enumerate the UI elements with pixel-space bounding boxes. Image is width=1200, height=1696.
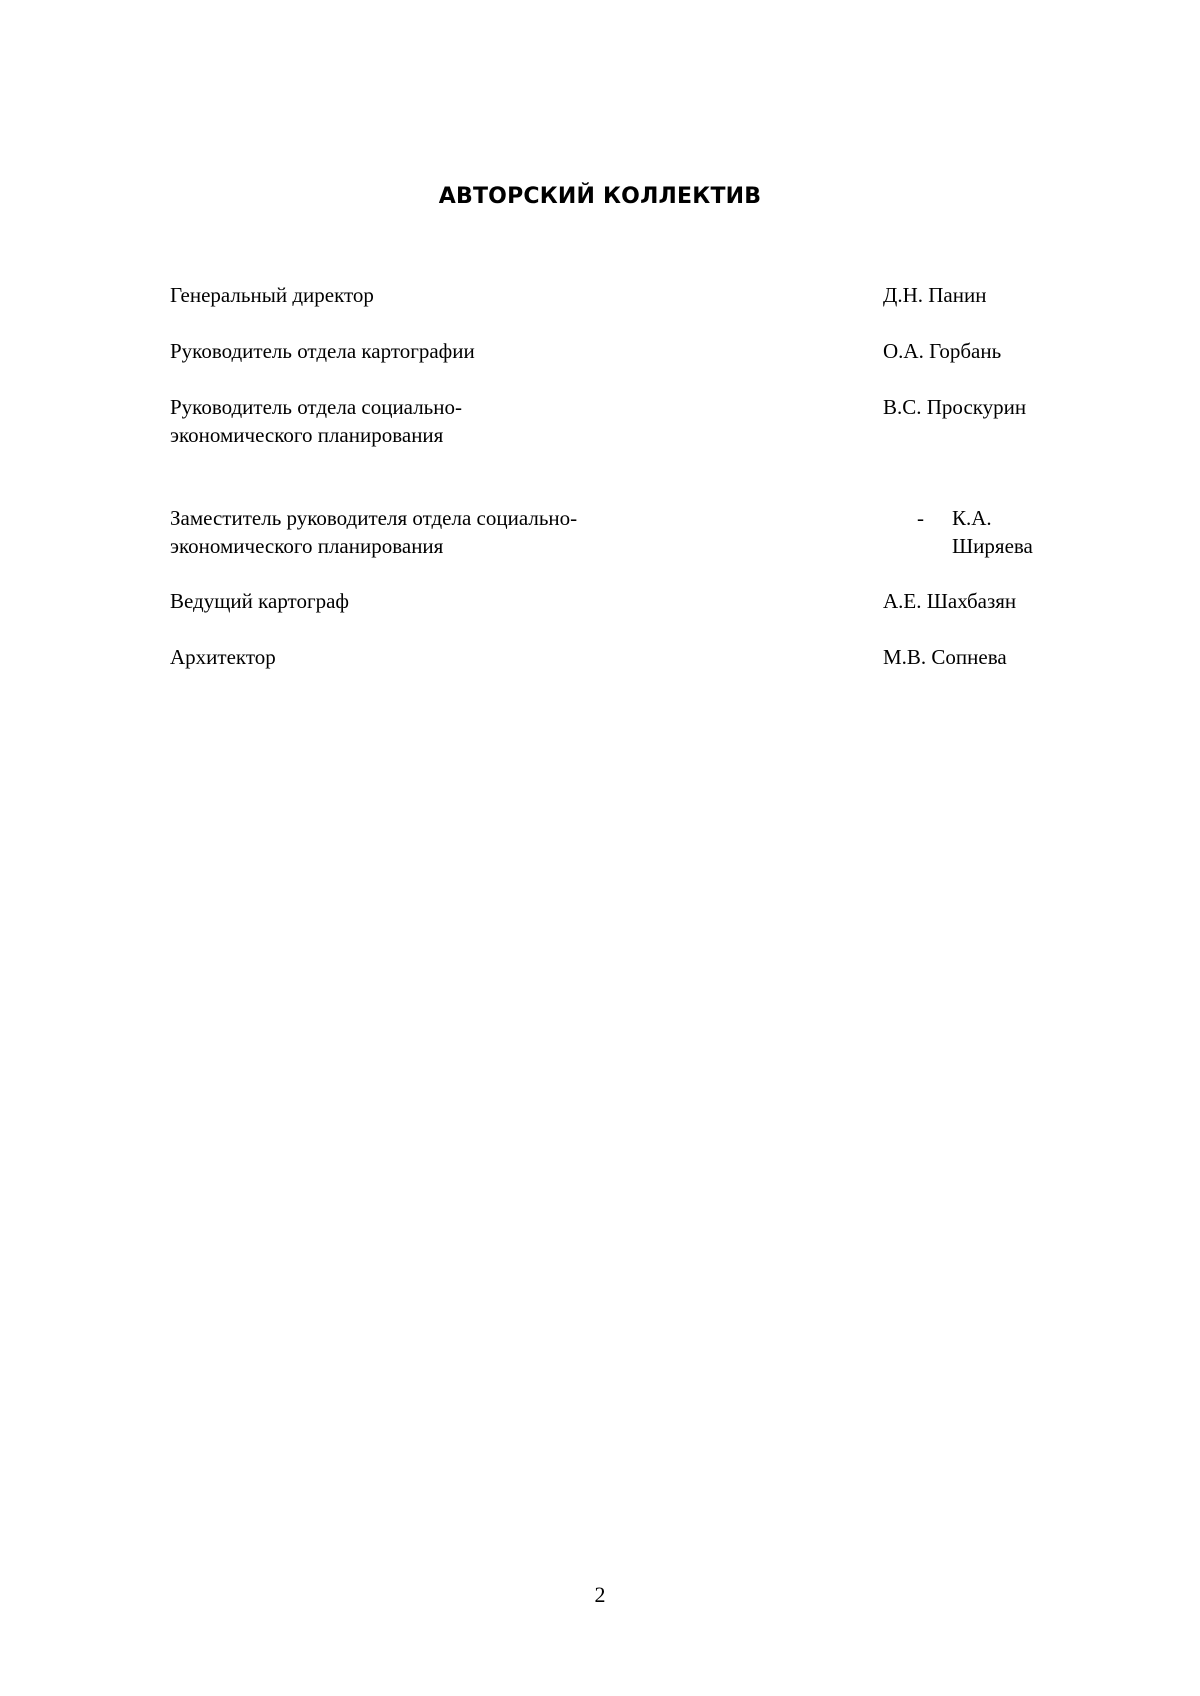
author-name-line: В.С. Проскурин: [883, 395, 1027, 419]
author-role-line: Руководитель отдела картографии: [170, 339, 475, 363]
author-role-line: Заместитель руководителя отдела социально-: [170, 506, 578, 530]
dash-separator: -: [917, 506, 924, 530]
author-name-line: М.В. Сопнева: [883, 645, 1007, 669]
author-name-line: Ширяева: [952, 534, 1033, 558]
author-role-line: экономического планирования: [170, 423, 444, 447]
author-name-line: О.А. Горбань: [883, 339, 1002, 363]
author-role-line: Архитектор: [170, 645, 276, 669]
author-role-line: Генеральный директор: [170, 283, 374, 307]
author-role-line: Ведущий картограф: [170, 589, 350, 613]
page-title: АВТОРСКИЙ КОЛЛЕКТИВ: [438, 184, 762, 209]
author-name-line: А.Е. Шахбазян: [883, 589, 1017, 613]
page-number: 2: [594, 1582, 606, 1607]
author-name-line: К.А.: [952, 506, 992, 530]
author-name: [883, 643, 1083, 671]
author-name: [883, 281, 1083, 309]
author-name: [883, 337, 1083, 365]
author-name: [883, 587, 1083, 615]
author-role: [170, 337, 730, 365]
author-role-line: экономического планирования: [170, 534, 444, 558]
author-role-line: Руководитель отдела социально-: [170, 395, 462, 419]
author-name: [883, 393, 1083, 421]
author-role: [170, 643, 730, 671]
author-role: [170, 504, 730, 560]
author-role: [170, 393, 730, 449]
author-role: [170, 587, 730, 615]
author-name: [952, 504, 1092, 560]
author-role: [170, 281, 730, 309]
author-name-line: Д.Н. Панин: [883, 283, 987, 307]
